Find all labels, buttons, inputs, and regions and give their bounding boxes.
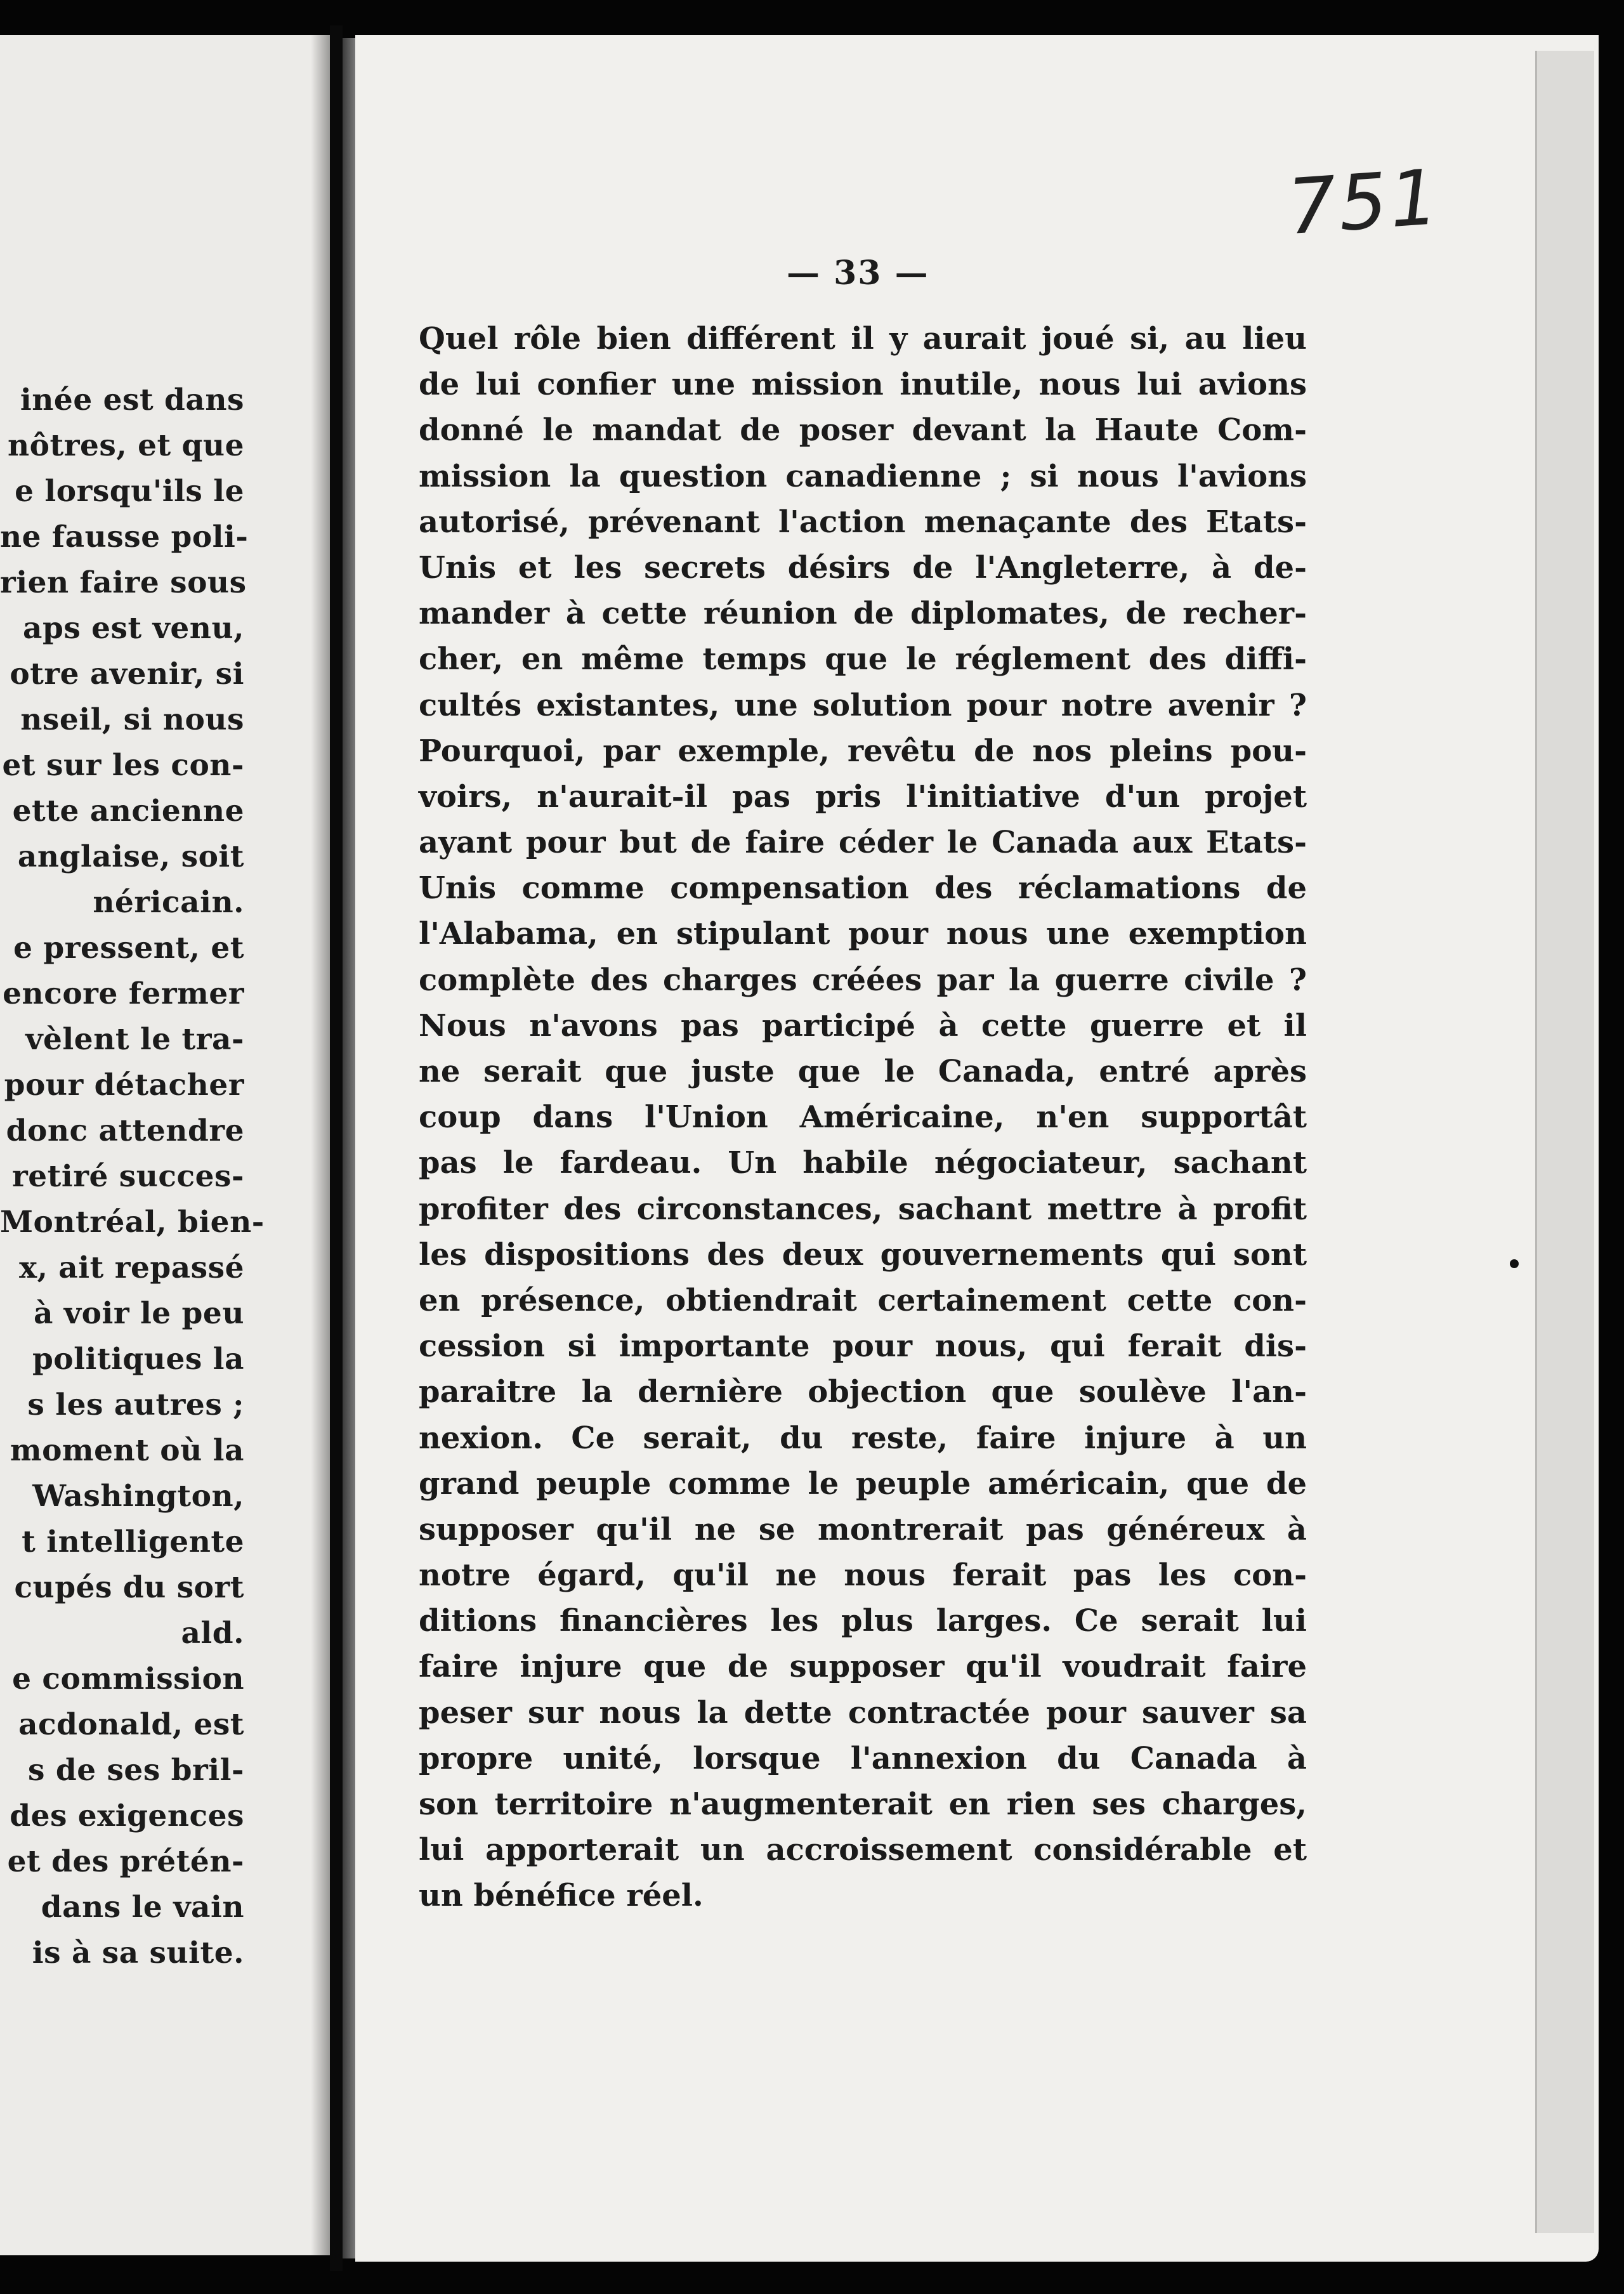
previous-page-line: e lorsqu'ils le (15, 474, 244, 509)
previous-page-line: politiques la (32, 1342, 244, 1377)
page-edge (1535, 51, 1594, 2233)
previous-page-line: Washington, (32, 1479, 244, 1514)
text-line: notre égard, qu'il ne nous ferait pas les con- (419, 1557, 1307, 1594)
text-line: en présence, obtiendrait certainement cette con- (419, 1282, 1307, 1318)
ink-speck (1510, 1259, 1519, 1268)
previous-page-line: ette ancienne (12, 794, 244, 829)
text-line: voirs, n'aurait-il pas pris l'initiative d'un projet (419, 778, 1307, 815)
previous-page-line: is à sa suite. (32, 1936, 244, 1970)
previous-page-line: encore fermer (3, 976, 244, 1011)
previous-page-line: vèlent le tra- (25, 1022, 244, 1057)
text-line: mission la question canadienne ; si nous l'avions (419, 458, 1307, 494)
previous-page-text (0, 377, 265, 1976)
text-line: mander à cette réunion de diplomates, de recher- (419, 596, 1307, 632)
text-line: nexion. Ce serait, du reste, faire injure à un (419, 1420, 1307, 1456)
text-line: supposer qu'il ne se montrerait pas généreux à (419, 1511, 1307, 1547)
text-line: ditions financières les plus larges. Ce serait lui (419, 1603, 1307, 1639)
previous-page-line: ne fausse poli- (0, 520, 249, 554)
previous-page-line: t intelligente (22, 1524, 244, 1559)
previous-page (0, 35, 330, 2255)
text-line: cher, en même temps que le réglement des diffi- (419, 641, 1307, 678)
previous-page-line: pour détacher (4, 1068, 244, 1103)
previous-page-line: aps est venu, (23, 611, 244, 646)
previous-page-line: rien faire sous (0, 565, 247, 600)
previous-page-line: et des prétén- (7, 1844, 244, 1879)
text-line: propre unité, lorsque l'annexion du Canada à (419, 1740, 1307, 1776)
text-line: grand peuple comme le peuple américain, que de (419, 1465, 1307, 1502)
text-line: ne serait que juste que le Canada, entré après (419, 1054, 1307, 1089)
text-line: cultés existantes, une solution pour notre avenir ? (419, 687, 1307, 723)
previous-page-line: moment où la (10, 1433, 244, 1468)
page-body-text (419, 316, 1307, 1919)
previous-page-line: otre avenir, si (10, 657, 244, 691)
previous-page-line: cupés du sort (14, 1570, 244, 1605)
previous-page-line: et sur les con- (2, 748, 244, 783)
text-line: ayant pour but de faire céder le Canada aux Etats- (419, 825, 1307, 861)
previous-page-line: à voir le peu (33, 1296, 244, 1331)
text-line: complète des charges créées par la guerre civile ? (419, 962, 1307, 998)
previous-page-line: e pressent, et (13, 931, 244, 966)
text-line: un bénéfice réel. (419, 1878, 704, 1914)
handwritten-folio-number: 751 (1285, 153, 1444, 252)
text-line: Quel rôle bien différent il y aurait joué si, au lieu (419, 321, 1307, 357)
text-line: donné le mandat de poser devant la Haute Com- (419, 412, 1307, 449)
previous-page-line: nôtres, et que (8, 428, 244, 463)
text-line: l'Alabama, en stipulant pour nous une exemption (419, 916, 1307, 952)
previous-page-line: ald. (181, 1616, 244, 1651)
text-line: peser sur nous la dette contractée pour sauver sa (419, 1694, 1307, 1731)
previous-page-line: donc attendre (6, 1113, 244, 1148)
text-line: faire injure que de supposer qu'il voudrait faire (419, 1649, 1307, 1685)
previous-page-line: Montréal, bien- (0, 1205, 265, 1240)
previous-page-line: s les autres ; (27, 1387, 244, 1422)
previous-page-line: des exigences (10, 1799, 244, 1833)
previous-page-line: néricain. (93, 885, 244, 920)
text-line: paraitre la dernière objection que soulève l'an- (419, 1374, 1307, 1410)
text-line: de lui confier une mission inutile, nous lui avions (419, 367, 1307, 403)
text-line: pas le fardeau. Un habile négociateur, sachant (419, 1145, 1307, 1181)
page-shadow (311, 35, 330, 2255)
text-line: cession si importante pour nous, qui ferait dis- (419, 1328, 1307, 1365)
previous-page-line: x, ait repassé (19, 1250, 244, 1285)
previous-page-line: s de ses bril- (28, 1753, 244, 1788)
text-line: profiter des circonstances, sachant mettre à profit (419, 1191, 1307, 1227)
page-number: — 33 — (787, 254, 929, 292)
text-line: Unis comme compensation des réclamations de (419, 870, 1307, 907)
previous-page-line: e commission (12, 1662, 244, 1696)
text-line: lui apporterait un accroissement considérable et (419, 1832, 1307, 1868)
text-line: Pourquoi, par exemple, revêtu de nos pleins pou- (419, 733, 1307, 769)
previous-page-line: inée est dans (20, 383, 244, 417)
previous-page-line: anglaise, soit (17, 839, 244, 874)
previous-page-line: acdonald, est (18, 1707, 244, 1742)
previous-page-line: dans le vain (41, 1890, 244, 1925)
text-line: autorisé, prévenant l'action menaçante des Etats- (419, 504, 1307, 540)
text-line: Unis et les secrets désirs de l'Angleterre, à de- (419, 549, 1307, 586)
book-gutter (330, 25, 343, 2271)
previous-page-line: retiré succes- (12, 1159, 244, 1194)
previous-page-line: nseil, si nous (20, 702, 244, 737)
text-line: coup dans l'Union Américaine, n'en supportât (419, 1099, 1307, 1136)
text-line: Nous n'avons pas participé à cette guerre et il (419, 1007, 1307, 1044)
text-line: son territoire n'augmenterait en rien ses charges, (419, 1786, 1307, 1822)
text-line: les dispositions des deux gouvernements qui sont (419, 1236, 1307, 1273)
